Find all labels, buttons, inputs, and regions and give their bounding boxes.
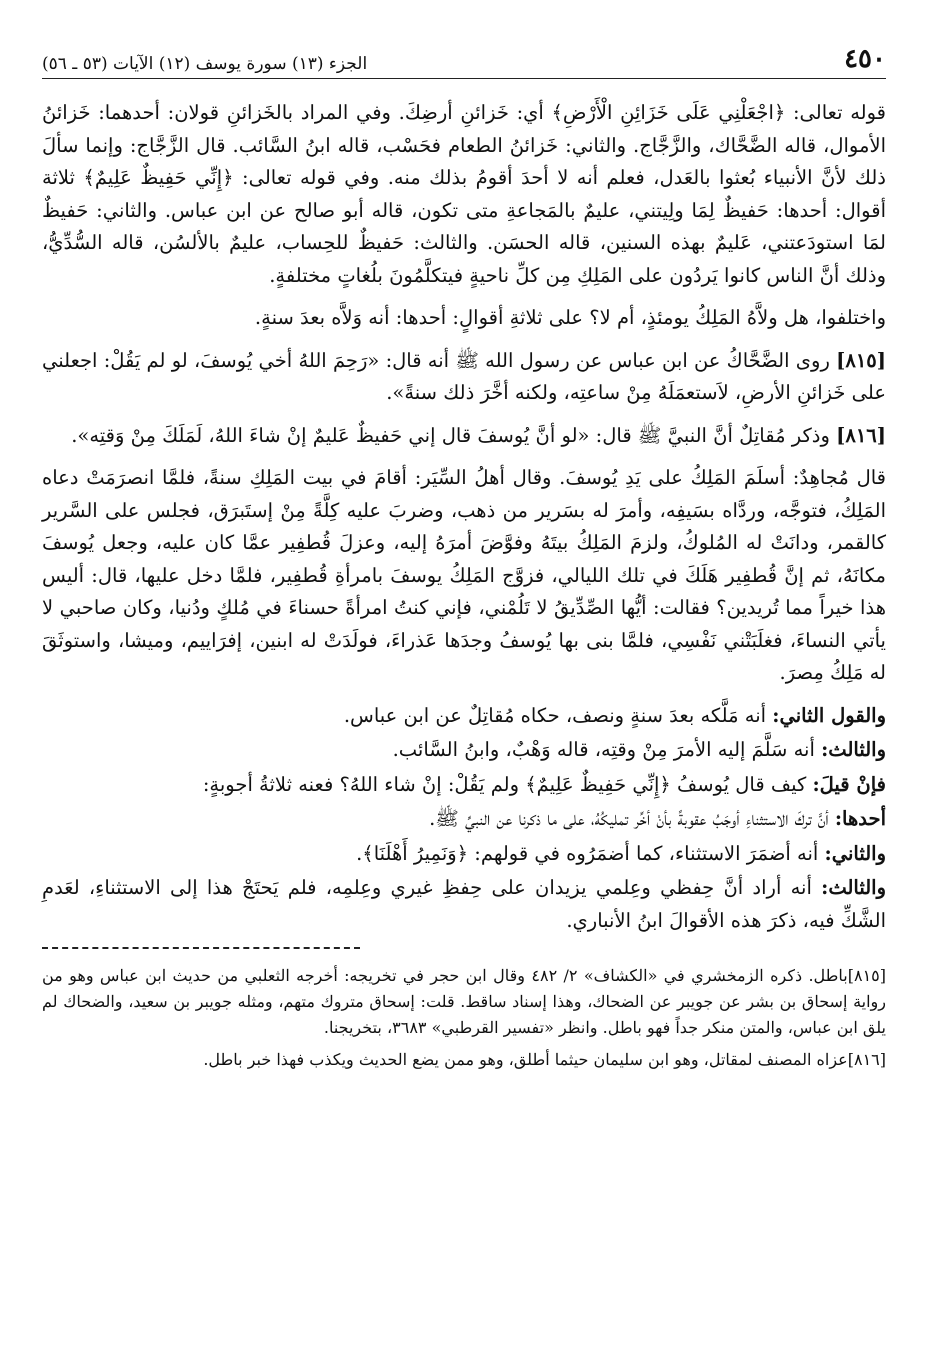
- paragraph-lead: فإنْ قيلَ:: [812, 772, 886, 796]
- footnote-separator: [42, 947, 360, 949]
- paragraph: [42, 97, 886, 292]
- paragraph-text: وذكر مُقاتِلٌ أنَّ النبيَّ ﷺ قال: «لو أنَّ يُوسفَ قال إني حَفيظٌ عَليمٌ إنْ شاءَ اللهُ، لَمَلَكَ مِنْ وَقتِه».: [71, 423, 830, 447]
- paragraph: [42, 769, 886, 802]
- paragraph-text: أنه أضمَرَ الاستثناء، كما أضمَرُوه في قولهم: ﴿وَنَمِيرُ أَهْلَنَا﴾.: [356, 841, 819, 865]
- paragraph-text: كيف قال يُوسفُ ﴿إِنِّي حَفِيظٌ عَلِيمٌ﴾ ولم يَقُلْ: إنْ شاء اللهُ؟ فعنه ثلاثةُ أجوبةٍ:: [202, 772, 807, 796]
- footnotes: [42, 963, 886, 1073]
- paragraph-text: واختلفوا، هل ولاَّهُ المَلِكُ يومئذٍ، أم لا؟ على ثلاثةِ أقوالٍ: أحدها: أنه وَلاَّه بعدَ سنةٍ.: [254, 306, 886, 329]
- paragraph: [42, 700, 886, 733]
- main-text: [42, 97, 886, 937]
- running-head: الجزء (١٣) سورة يوسف (١٢) الآيات (٥٣ ـ ٥٦): [42, 54, 368, 74]
- page-header: [42, 40, 886, 79]
- footnote-text: باطل. ذكره الزمخشري في «الكشاف» ٢/ ٤٨٢ وقال ابن حجر في تخريجه: أخرجه الثعلبي من حديث ابن عباس وهو من رواية إسحاق بن بشر عن جويبر عن الضحاك، وهذا إسناد ساقط. قلت: إسحاق متروك متهم، ومثله جويبر بن سعيد، والضحاك لم يلق ابن عباس، والمتن منكر جداً فهو باطل. وانظر «تفسير القرطبي» ٣٦٨٣، بتخريجنا.: [42, 966, 886, 1037]
- hadith-number: [٨١٦]: [836, 423, 886, 447]
- paragraph: [42, 302, 886, 335]
- footnote-ref: [٨١٥]: [847, 966, 886, 985]
- paragraph: [42, 838, 886, 871]
- paragraph-lead: والثالث:: [821, 876, 887, 899]
- page-number: ٤٥٠: [844, 44, 886, 74]
- paragraph-text: روى الضَّحَّاكُ عن ابن عباس عن رسول الله ﷺ أنه قال: «رَحِمَ اللهُ أخي يُوسفَ، لو لم يَقُلْ: اجعلني على خَزائنِ الأرضِ، لاَستعمَلَهُ مِنْ ساعتِه، ولكنه أخَّرَ ذلك سنةً».: [42, 348, 886, 404]
- paragraph-text: أنه أراد أنَّ حِفظي وعِلمي يزيدان على حِفظِ غيري وعِلمِه، فلم يَحتَجْ هذا إلى الاستثناءِ، لعَدمِ الشَّكِّ فيه، ذكرَ هذه الأقوالَ ابنُ الأنباري.: [42, 876, 886, 932]
- paragraph-lead: والثالث:: [821, 738, 886, 761]
- paragraph-lead: والقول الثاني:: [772, 703, 886, 727]
- paragraph-text: قوله تعالى: ﴿اجْعَلْنِي عَلَى خَزَائِنِ الْأَرْضِ﴾ أي: خَزائنِ أرضِكَ. وفي المراد بالخَزائنِ قولان: أحدهما: خَزائنُ الأموال، قاله الضَّحَّاك، والزَّجَّاج. والثاني: خَزائنُ الطعام فحَسْب، قاله ابنُ السَّائب. قال الزَّجَّاج: وإنما سألَ ذلك لأنَّ الأنبياء بُعثوا بالعَدل، فعلم أنه لا أحدَ أقومُ بذلك منه. وفي قوله تعالى: ﴿إِنِّي حَفِيظٌ عَلِيمٌ﴾ ثلاثة أقوال: أحدها: حَفيظٌ لِمَا ولِيتني، عليمٌ بالمَجاعةِ متى تكون، قاله أبو صالح عن ابن عباس. والثاني: حَفيظٌ لمَا استودَعتني، عَليمٌ بهذه السنين، قاله الحسَن. والثالث: حَفيظٌ للحِساب، عليمٌ بالألسُن، قاله السُّدِّيُّ، وذلك أنَّ الناس كانوا يَردُون على المَلِكِ مِن كلِّ ناحيةٍ فيتكلَّمُونَ بلُغاتٍ مختلفةٍ.: [42, 101, 886, 287]
- footnote-text: عزاه المصنف لمقاتل، وهو ابن سليمان حيثما أطلق، وهو ممن يضع الحديث ويكذب فهذا خبر باطل.: [203, 1050, 848, 1069]
- paragraph: [42, 803, 886, 836]
- paragraph-lead: والثاني:: [824, 841, 886, 865]
- footnote: [42, 963, 886, 1041]
- paragraph-text: أنه سَلَّمَ إليه الأمرَ مِنْ وقتِه، قاله وَهْبٌ، وابنُ السَّائب.: [392, 738, 815, 761]
- hadith-paragraph: [42, 345, 886, 410]
- paragraph-text: أنَّ تركَ الاستثناءِ أوجَبُ عقوبةً بأنْ أخِّر تمليكُهُ، على ما ذكرنا عن النبيِّ ﷺ.: [429, 807, 829, 830]
- footnote: [42, 1047, 886, 1073]
- footnote-ref: [٨١٦]: [847, 1050, 886, 1069]
- hadith-number: [٨١٥]: [836, 348, 886, 372]
- paragraph-text: قال مُجاهِدٌ: أسلَمَ المَلِكُ على يَدِ يُوسفَ. وقال أهلُ السِّيَر: أقامَ في بيت المَلِكِ سنةً، فلمَّا انصرَمَتْ دعاه المَلِكُ، فتوجَّه، وردَّاه بسَيفِه، وأمرَ له بسَرير من ذهب، وضربَ عليه كِلَّةً مِنْ إستَبرَق، فجلس على السَّرير كالقمر، ودانَتْ له المُلوكُ، ولزمَ المَلِكُ بيتَهُ وفوَّضَ أمرَهُ إليه، وعزلَ قُطفِير عمَّا كان عليه، وجعل يُوسفَ مكانَهُ، ثم إنَّ قُطفِير هَلَكَ في تلك الليالي، فزوَّج المَلِكُ يوسفَ بامرأةِ قُطفِير، فلمَّا دخل عليها، قال: أليس هذا خيراً مما تُريدين؟ فقالت: أيُّها الصِّدِّيقُ لا تَلُمْني، فإني كنتُ امرأةً حسناءَ في مُلكٍ ودُنيا، وكان صاحبي لا يأتي النساءَ، فغلَبَتْني نَفْسِي، فلمَّا بنى بها يُوسفُ وجدَها عَذراءَ، فولَدَتْ له ابنين، إفرَاييم، وميشا، واستوثَقَ له مَلِكُ مِصرَ.: [42, 466, 886, 684]
- hadith-paragraph: [42, 420, 886, 453]
- paragraph: [42, 872, 886, 937]
- paragraph-lead: أحدها:: [834, 807, 886, 830]
- paragraph-text: أنه مَلَّكه بعدَ سنةٍ ونصف، حكاه مُقاتِلٌ عن ابن عباس.: [343, 703, 767, 727]
- paragraph: [42, 462, 886, 690]
- paragraph: [42, 734, 886, 767]
